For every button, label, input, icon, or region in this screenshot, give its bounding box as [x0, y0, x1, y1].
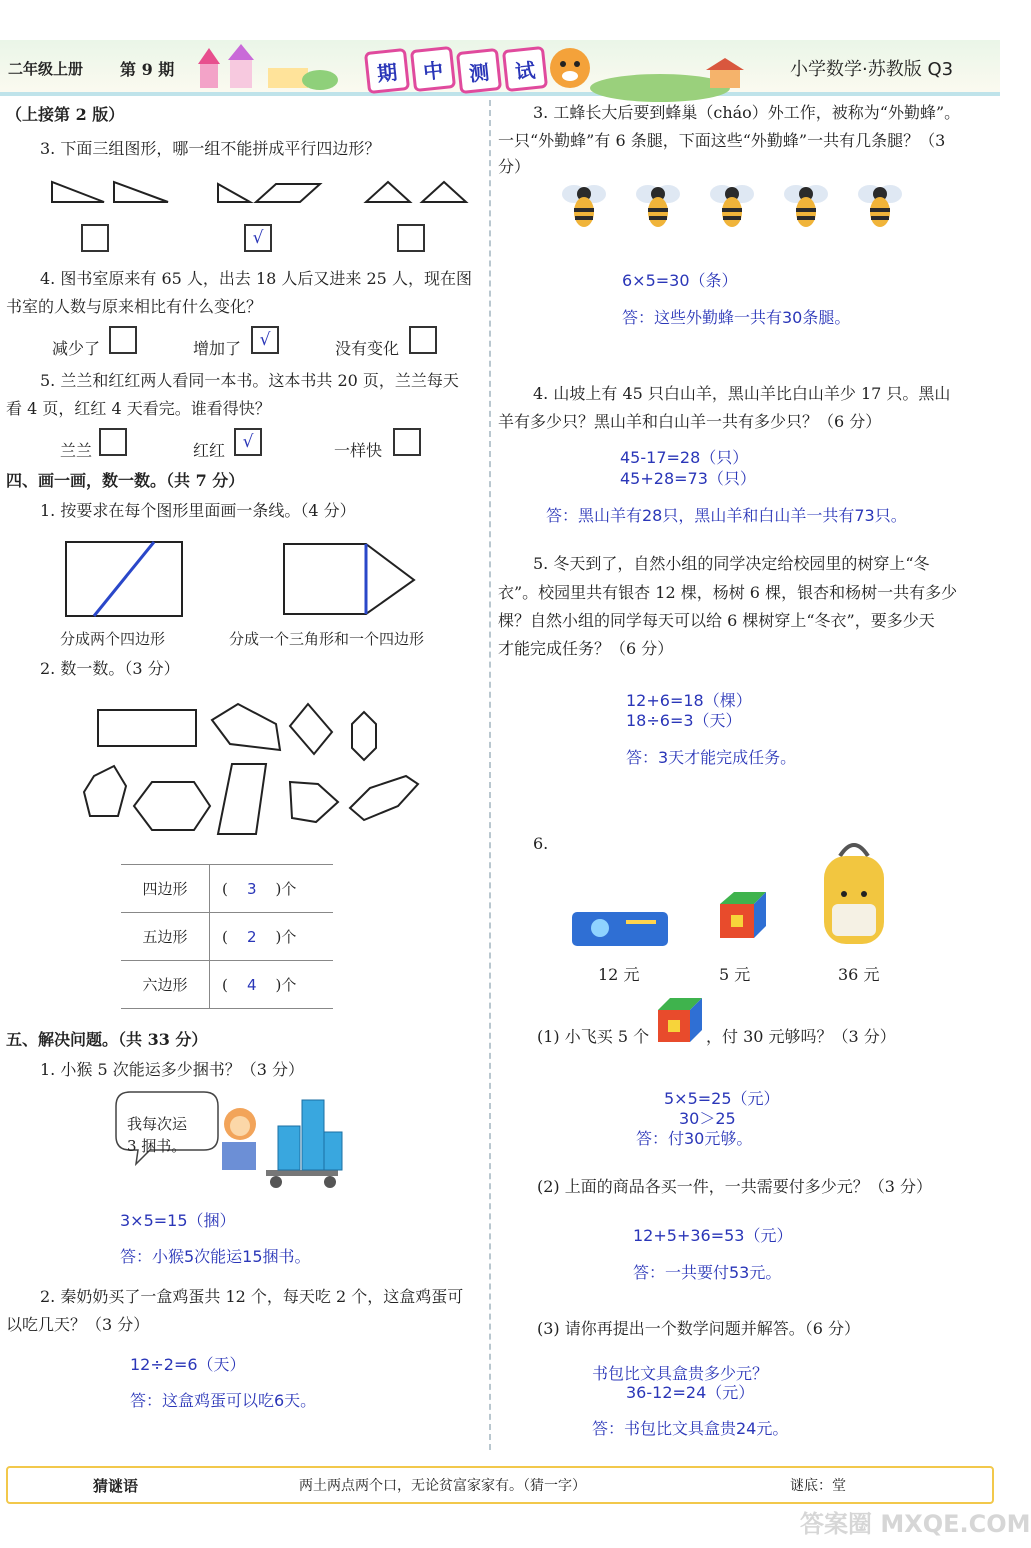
r-q6b-answer: 答：一共要付53元。	[633, 1263, 782, 1282]
backpack-icon	[818, 838, 890, 948]
r-q5-line2: 衣”。校园里共有银杏 12 棵，杨树 6 棵，银杏和杨树一共有多少	[498, 583, 958, 602]
q3-checkbox-1	[81, 224, 109, 252]
caption-two-quadrilaterals: 分成两个四边形	[60, 630, 166, 648]
sec5-q1-answer: 答：小猴5次能运15捆书。	[120, 1247, 311, 1266]
row-value: 2	[246, 928, 257, 946]
issue-label: 第 9 期	[120, 60, 175, 79]
q3-shapes	[40, 176, 480, 210]
q4-option-2-label: 增加了	[193, 339, 242, 358]
continued-note: （上接第 2 版）	[6, 105, 125, 124]
badge-1: 期	[364, 48, 410, 94]
q4-option-1-box	[109, 326, 137, 354]
sec5-q2-equation: 12÷2=6（天）	[130, 1355, 246, 1374]
castle-illustration	[190, 44, 340, 90]
grade-label: 二年级上册	[8, 60, 84, 78]
q4-option-1-label: 减少了	[52, 339, 101, 358]
price-backpack: 36 元	[838, 965, 880, 984]
footer-label: 猜谜语	[93, 1477, 139, 1495]
r-q6a-prefix: (1) 小飞买 5 个	[537, 1027, 650, 1046]
rubiks-cube-icon	[654, 996, 704, 1046]
q5-line2: 看 4 页，红红 4 天看完。谁看得快？	[6, 399, 271, 418]
price-pencil-case: 12 元	[598, 965, 640, 984]
bee-icon	[852, 180, 908, 230]
row-value-cell: ( 2 )个	[210, 913, 334, 961]
r-q5-line3: 棵？自然小组的同学每天可以给 6 棵树穿上“冬衣”，要多少天	[498, 611, 935, 630]
r-q3-equation: 6×5=30（条）	[622, 271, 738, 290]
divide-shapes-figure	[60, 536, 420, 620]
r-q4-equation-1: 45-17=28（只）	[620, 448, 749, 467]
r-q6c: (3) 请你再提出一个数学问题并解答。（6 分）	[537, 1319, 861, 1338]
r-q5-answer: 答：3天才能完成任务。	[626, 748, 797, 767]
q5-option-2-label: 红红	[193, 441, 226, 460]
section5-title: 五、解决问题。（共 33 分）	[6, 1030, 208, 1049]
header-band	[0, 92, 1000, 96]
row-unit: 个	[281, 976, 297, 994]
r-q4-answer: 答：黑山羊有28只，黑山羊和白山羊一共有73只。	[546, 506, 907, 525]
r-q6a-equation-1: 5×5=25（元）	[664, 1089, 780, 1108]
sec5-q1: 1. 小猴 5 次能运多少捆书？（3 分）	[40, 1060, 304, 1079]
r-q3-line3: 分）	[498, 157, 531, 176]
price-rubiks-cube: 5 元	[719, 965, 751, 984]
q5-option-3-label: 一样快	[334, 441, 383, 460]
badge-3: 测	[456, 48, 502, 94]
r-q6b-equation: 12+5+36=53（元）	[633, 1226, 793, 1245]
q3-checkbox-2: √	[244, 224, 272, 252]
r-q6a-answer: 答：付30元够。	[636, 1129, 753, 1148]
badge-4: 试	[502, 46, 548, 92]
row-name: 五边形	[121, 913, 210, 961]
r-q3-line1: 3. 工蜂长大后要到蜂巢（cháo）外工作，被称为“外勤蜂”。	[533, 103, 961, 122]
sec4-q2: 2. 数一数。（3 分）	[40, 659, 180, 678]
rubiks-cube-icon	[716, 890, 768, 944]
r-q3-answer: 答：这些外勤蜂一共有30条腿。	[622, 308, 851, 327]
r-q6b: (2) 上面的商品各买一件，一共需要付多少元？（3 分）	[537, 1177, 933, 1196]
sec5-q1-equation: 3×5=15（捆）	[120, 1211, 236, 1230]
row-value: 3	[246, 880, 257, 898]
r-q5-line4: 才能完成任务？（6 分）	[498, 639, 674, 658]
row-name: 六边形	[121, 961, 210, 1009]
row-value-cell: ( 4 )个	[210, 961, 334, 1009]
q4-option-3-box	[409, 326, 437, 354]
q5-option-1-box	[99, 428, 127, 456]
column-separator	[489, 100, 491, 1450]
r-q4-line2: 羊有多少只？黑山羊和白山羊一共有多少只？（6 分）	[498, 412, 882, 431]
r-q5-equation-1: 12+6=18（棵）	[626, 691, 752, 710]
row-unit: 个	[281, 928, 297, 946]
row-name: 四边形	[121, 865, 210, 913]
r-q6a-suffix: ，付 30 元够吗？（3 分）	[706, 1027, 896, 1046]
r-q4-equation-2: 45+28=73（只）	[620, 469, 756, 488]
shape-count-table	[121, 864, 333, 1009]
sec4-q1: 1. 按要求在每个图形里面画一条线。（4 分）	[40, 501, 356, 520]
q3-checkbox-3	[397, 224, 425, 252]
polygon-count-figure	[80, 698, 430, 838]
r-q4-line1: 4. 山坡上有 45 只白山羊，黑山羊比白山羊少 17 只。黑山	[533, 384, 951, 403]
badge-2: 中	[410, 46, 456, 92]
bee-icon	[556, 180, 612, 230]
footer-riddle: 两土两点两个口，无论贫富家家有。（猜一字）	[299, 1478, 586, 1494]
r-q6c-question: 书包比文具盒贵多少元？	[592, 1364, 769, 1383]
r-q6a-equation-2: 30＞25	[679, 1109, 736, 1128]
speech-bubble-line2: 3 捆书。	[127, 1137, 187, 1155]
bee-icon	[778, 180, 834, 230]
pencil-case-icon	[570, 906, 670, 950]
tiger-mascot-icon	[545, 44, 595, 92]
row-unit: 个	[281, 880, 297, 898]
r-q3-line2: 一只“外勤蜂”有 6 条腿，下面这些“外勤蜂”一共有几条腿？（3	[498, 131, 946, 150]
bee-icon	[630, 180, 686, 230]
q4-line1: 4. 图书室原来有 65 人，出去 18 人后又进来 25 人，现在图	[40, 269, 472, 288]
section4-title: 四、画一画，数一数。（共 7 分）	[6, 471, 245, 490]
sec5-q2-line1: 2. 秦奶奶买了一盒鸡蛋共 12 个，每天吃 2 个，这盒鸡蛋可	[40, 1287, 464, 1306]
table-row	[121, 865, 333, 913]
q3-text: 3. 下面三组图形，哪一组不能拼成平行四边形？	[40, 139, 381, 158]
table-row	[121, 961, 333, 1009]
row-value: 4	[246, 976, 257, 994]
sec5-q2-answer: 答：这盒鸡蛋可以吃6天。	[130, 1391, 317, 1410]
sec5-q2-line2: 以吃几天？（3 分）	[6, 1315, 150, 1334]
bee-icon	[704, 180, 760, 230]
speech-bubble-line1: 我每次运	[127, 1115, 188, 1133]
q5-line1: 5. 兰兰和红红两人看同一本书。这本书共 20 页，兰兰每天	[40, 371, 459, 390]
q5-option-3-box	[393, 428, 421, 456]
table-row	[121, 913, 333, 961]
row-value-cell: ( 3 )个	[210, 865, 334, 913]
footer-answer: 谜底：堂	[790, 1478, 846, 1494]
landscape-illustration	[600, 52, 780, 90]
q4-line2: 书室的人数与原来相比有什么变化？	[6, 297, 263, 316]
r-q5-line1: 5. 冬天到了，自然小组的同学决定给校园里的树穿上“冬	[533, 554, 930, 573]
r-q5-equation-2: 18÷6=3（天）	[626, 711, 742, 730]
watermark: 答案圈 MXQE.COM	[800, 1510, 1031, 1538]
q4-option-3-label: 没有变化	[335, 339, 400, 358]
subject-label: 小学数学·苏教版 Q3	[790, 59, 954, 80]
q4-option-2-box: √	[251, 326, 279, 354]
q5-option-1-label: 兰兰	[60, 441, 93, 460]
q5-option-2-box: √	[234, 428, 262, 456]
caption-triangle-quadrilateral: 分成一个三角形和一个四边形	[229, 630, 425, 648]
r-q6-number: 6.	[533, 834, 549, 853]
r-q6c-answer: 答：书包比文具盒贵24元。	[592, 1419, 789, 1438]
r-q6c-equation: 36-12=24（元）	[626, 1383, 755, 1402]
